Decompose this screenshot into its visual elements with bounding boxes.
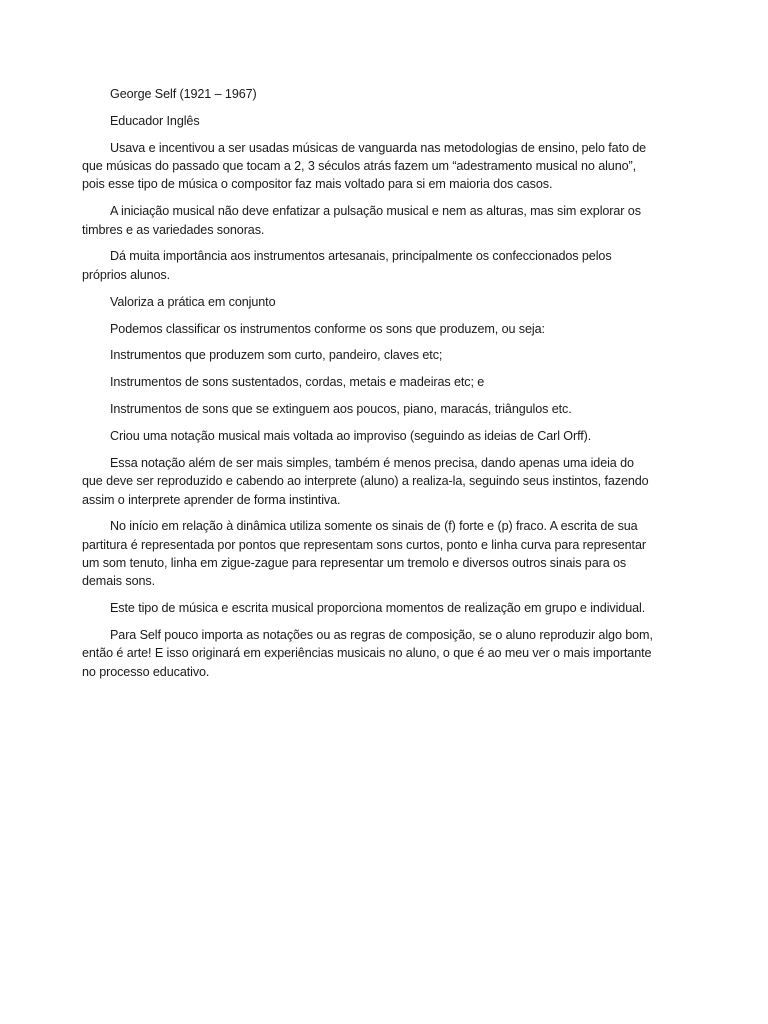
document-page <box>82 85 656 690</box>
paragraph: Dá muita importância aos instrumentos artesanais, principalmente os confeccionados pelos próprios alunos. <box>82 249 612 282</box>
paragraph: Valoriza a prática em conjunto <box>110 294 276 309</box>
author-heading: George Self (1921 – 1967) <box>110 87 257 101</box>
paragraph: Usava e incentivou a ser usadas músicas de vanguarda nas metodologias de ensino, pelo fato de que músicas do passado que tocam a 2, 3 séculos atrás fazem um “adestramento musical no aluno”, pois esse tipo de música o compositor faz mais voltado para si em maioria dos casos. <box>82 140 647 192</box>
paragraph: No início em relação à dinâmica utiliza somente os sinais de (f) forte e (p) fraco. A escrita de sua partitura é representada por pontos que representam sons curtos, ponto e linha curva para representar um som tenuto, linha em zigue-zague para representar um tremolo e diversos outros sinais para os demais sons. <box>82 519 646 589</box>
list-item: Instrumentos que produzem som curto, pandeiro, claves etc; <box>110 348 443 363</box>
paragraph: Criou uma notação musical mais voltada ao improviso (seguindo as ideias de Carl Orff). <box>110 429 592 444</box>
paragraph: A iniciação musical não deve enfatizar a pulsação musical e nem as alturas, mas sim explorar os timbres e as variedades sonoras. <box>82 204 641 237</box>
paragraph: Para Self pouco importa as notações ou as regras de composição, se o aluno reproduzir algo bom, então é arte! E isso originará em experiências musicais no aluno, o que é ao meu ver o mais importante no processo educativo. <box>82 628 653 679</box>
paragraph: Podemos classificar os instrumentos conforme os sons que produzem, ou seja: <box>110 321 545 336</box>
paragraph: Essa notação além de ser mais simples, também é menos precisa, dando apenas uma ideia do que deve ser reproduzido e cabendo ao interprete (aluno) a realiza-la, seguindo seus instintos, fazendo assim o interprete aprender de forma instintiva. <box>82 455 649 507</box>
list-item: Instrumentos de sons sustentados, cordas, metais e madeiras etc; e <box>110 375 485 390</box>
paragraph: Este tipo de música e escrita musical proporciona momentos de realização em grupo e individual. <box>110 601 646 616</box>
list-item: Instrumentos de sons que se extinguem aos poucos, piano, maracás, triângulos etc. <box>110 402 572 417</box>
author-description: Educador Inglês <box>110 113 200 128</box>
